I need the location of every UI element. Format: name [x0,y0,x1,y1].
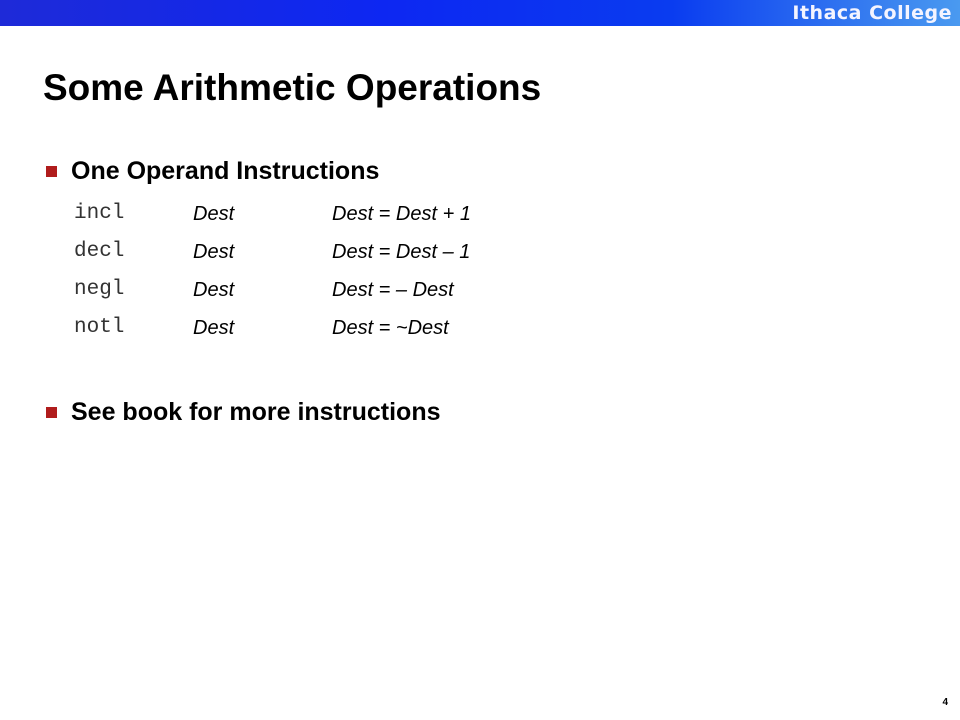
instruction-effect: Dest = Dest + 1 [332,203,471,225]
instruction-row-decl [74,237,634,267]
slide-title: Some Arithmetic Operations [43,67,542,108]
instruction-mnemonic: negl [74,278,125,301]
instruction-row-notl [74,313,634,343]
header-bar [0,0,960,26]
bullet-square-icon [46,166,57,177]
college-logo-text: Ithaca College [792,2,952,24]
instruction-operand: Dest [193,241,235,263]
instruction-effect: Dest = – Dest [332,279,454,301]
instruction-row-negl [74,275,634,305]
instruction-operand: Dest [193,317,235,339]
page-number: 4 [942,697,948,708]
bullet-label: See book for more instructions [71,397,441,426]
instruction-mnemonic: notl [74,316,125,339]
bullet-one-operand [46,154,379,188]
instruction-operand: Dest [193,279,235,301]
bullet-square-icon [46,407,57,418]
bullet-see-book [46,395,441,429]
bullet-label: One Operand Instructions [71,156,380,185]
instruction-operand: Dest [193,203,235,225]
instruction-effect: Dest = Dest – 1 [332,241,471,263]
instruction-mnemonic: incl [74,202,125,225]
instruction-effect: Dest = ~Dest [332,317,449,339]
instruction-row-incl [74,199,634,229]
instruction-mnemonic: decl [74,240,125,263]
